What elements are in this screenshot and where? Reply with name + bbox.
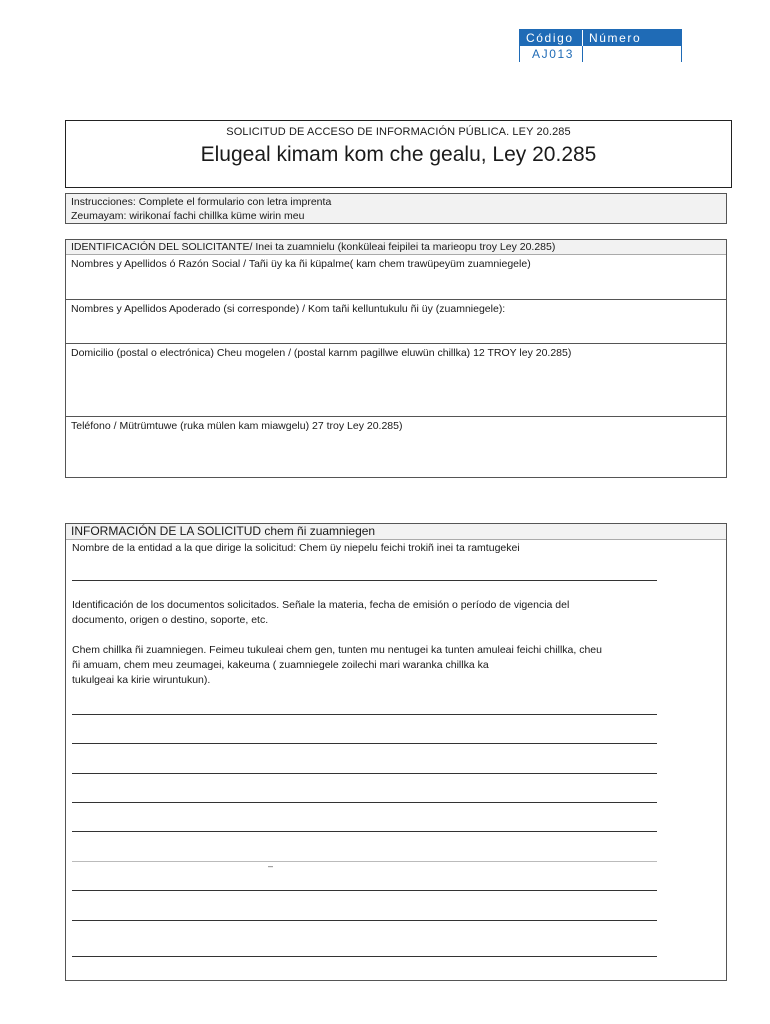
identification-header: IDENTIFICACIÓN DEL SOLICITANTE/ Inei ta zuamnielu (konküleai feipilei ta marieopu troy Ley 20.285) xyxy=(66,240,726,255)
documents-label xyxy=(72,598,720,628)
answer-line-8[interactable] xyxy=(72,920,657,921)
title-box xyxy=(65,120,732,188)
request-header: INFORMACIÓN DE LA SOLICITUD chem ñi zuamniegen xyxy=(66,524,726,540)
numero-label: Número xyxy=(589,31,642,45)
entity-answer-line[interactable] xyxy=(72,580,657,581)
numero-value[interactable] xyxy=(583,46,681,62)
instructions-box xyxy=(65,193,727,224)
documents-label-line-1: Identificación de los documentos solicitados. Señale la materia, fecha de emisión o período de vigencia del xyxy=(72,599,570,611)
code-header-row xyxy=(520,30,681,46)
documents-label-mapudungun xyxy=(72,643,720,688)
instructions-line-1: Instrucciones: Complete el formulario con letra imprenta xyxy=(71,196,332,208)
answer-line-7[interactable] xyxy=(72,890,657,891)
document-code-box xyxy=(519,29,682,62)
mapudungun-line-3: tukulgeai ka kirie wiruntukun). xyxy=(72,674,211,686)
answer-line-3[interactable] xyxy=(72,773,657,774)
documents-label-line-2: documento, origen o destino, soporte, etc. xyxy=(72,614,269,626)
name-field[interactable]: Nombres y Apellidos ó Razón Social / Tañi üy ka ñi küpalme( kam chem trawüpeyüm zuamniegele) xyxy=(66,255,726,300)
form-subtitle: SOLICITUD DE ACCESO DE INFORMACIÓN PÚBLICA. LEY 20.285 xyxy=(226,126,571,138)
answer-line-1[interactable] xyxy=(72,714,657,715)
tick-mark: – xyxy=(268,861,274,871)
address-field[interactable]: Domicilio (postal o electrónica) Cheu mogelen / (postal karnm pagillwe eluwün chillka) 12 TROY ley 20.285) xyxy=(66,344,726,417)
request-section xyxy=(65,523,727,981)
proxy-name-field[interactable]: Nombres y Apellidos Apoderado (si corresponde) / Kom tañi kelluntukulu ñi üy (zuamniegele): xyxy=(66,300,726,344)
answer-line-9[interactable] xyxy=(72,956,657,957)
form-title: Elugeal kimam kom che gealu, Ley 20.285 xyxy=(200,143,597,166)
codigo-label: Código xyxy=(520,30,583,46)
identification-section xyxy=(65,239,727,478)
mapudungun-line-1: Chem chillka ñi zuamniegen. Feimeu tukuleai chem gen, tunten mu nentugei ka tunten amuleai feichi chillka, cheu xyxy=(72,644,602,656)
mapudungun-line-2: ñi amuam, chem meu zeumagei, kakeuma ( zuamniegele zoilechi mari waranka chillka ka xyxy=(72,659,489,671)
answer-line-6[interactable] xyxy=(72,861,657,862)
code-value-row xyxy=(520,46,681,62)
phone-field[interactable]: Teléfono / Mütrümtuwe (ruka mülen kam miawgelu) 27 troy Ley 20.285) xyxy=(71,420,403,432)
answer-line-5[interactable] xyxy=(72,831,657,832)
instructions-line-2: Zeumayam: wirikonaí fachi chillka küme wirin meu xyxy=(71,210,305,222)
answer-line-4[interactable] xyxy=(72,802,657,803)
answer-line-2[interactable] xyxy=(72,743,657,744)
codigo-value: AJ013 xyxy=(520,46,583,62)
entity-label: Nombre de la entidad a la que dirige la solicitud: Chem üy niepelu feichi trokiñ inei ta ramtugekei xyxy=(72,542,520,554)
